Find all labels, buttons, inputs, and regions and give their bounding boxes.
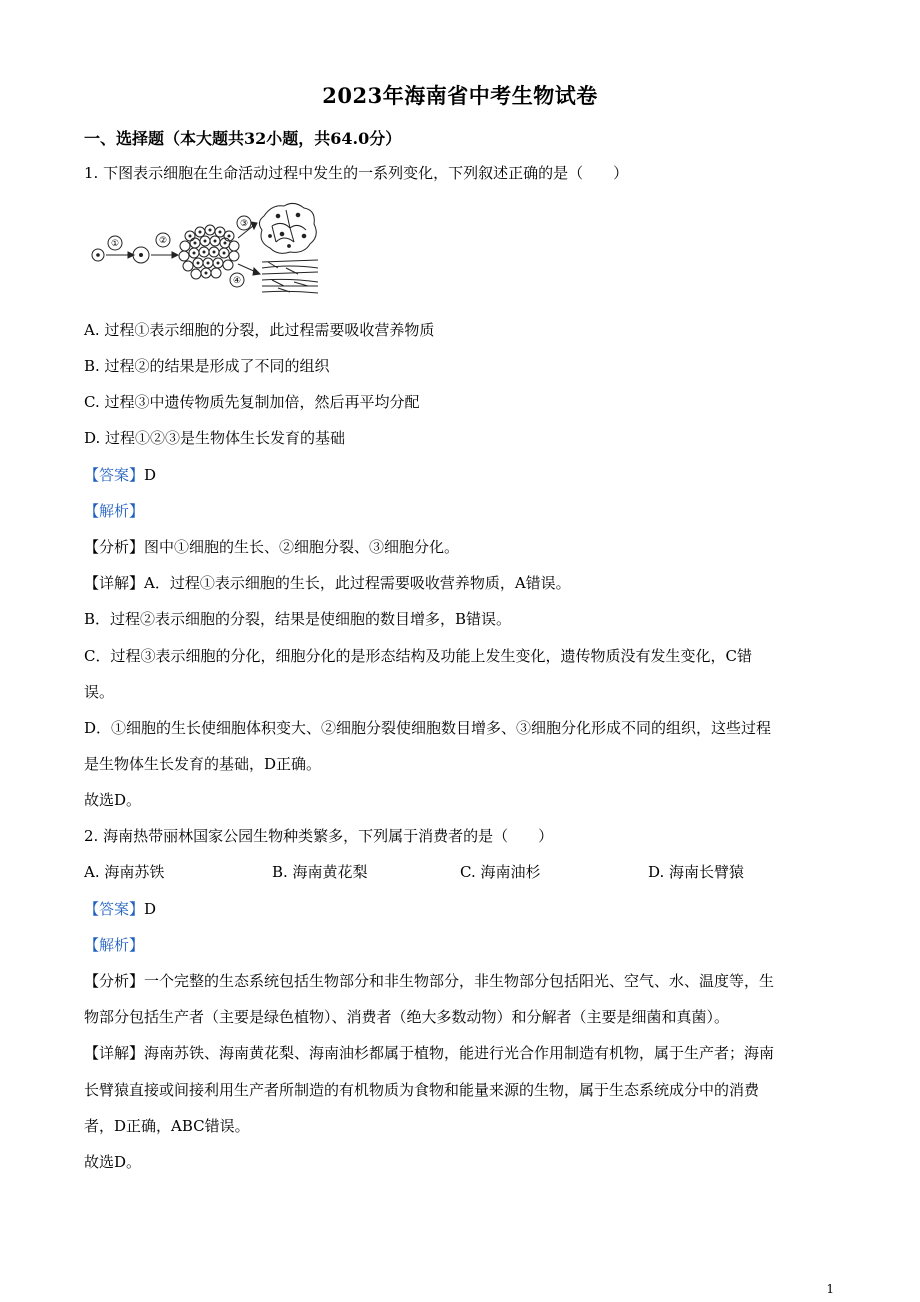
q2-line: 【分析】一个完整的生态系统包括生物部分和非生物部分，非生物部分包括阳光、空气、水、温度等，生 bbox=[84, 972, 775, 990]
answer-value: D bbox=[144, 900, 157, 918]
q1-line: 【分析】图中①细胞的生长、②细胞分裂、③细胞分化。 bbox=[84, 538, 460, 556]
answer-tag: 【答案】 bbox=[84, 900, 145, 918]
q1-line: 是生物体生长发育的基础，D正确。 bbox=[84, 755, 322, 773]
figure-label-3: ③ bbox=[239, 219, 249, 229]
q1-option-a: A. 过程①表示细胞的分裂，此过程需要吸收营养物质 bbox=[84, 321, 435, 339]
q2-line: 物部分包括生产者（主要是绿色植物）、消费者（绝大多数动物）和分解者（主要是细菌和真菌）。 bbox=[84, 1008, 730, 1026]
q1-stem: 1. 下图表示细胞在生命活动过程中发生的一系列变化，下列叙述正确的是（ ） bbox=[84, 164, 629, 182]
q1-line: 【详解】A．过程①表示细胞的生长，此过程需要吸收营养物质，A错误。 bbox=[84, 574, 571, 592]
q1-option-b: B. 过程②的结果是形成了不同的组织 bbox=[84, 357, 330, 375]
exam-title: 2023年海南省中考生物试卷 bbox=[322, 83, 598, 108]
q1-line: 故选D。 bbox=[84, 791, 142, 809]
differentiated-tissue-b bbox=[262, 260, 318, 293]
figure-label-1: ① bbox=[110, 239, 120, 249]
section-heading: 一、选择题（本大题共32小题，共64.0分） bbox=[84, 129, 402, 148]
q2-option-c: C. 海南油杉 bbox=[460, 863, 541, 881]
q2-option-d: D. 海南长臂猿 bbox=[648, 863, 745, 881]
q1-line: C．过程③表示细胞的分化，细胞分化的是形态结构及功能上发生变化，遗传物质没有发生变化，C错 bbox=[84, 647, 752, 665]
q1-analysis-tag: 【解析】 bbox=[84, 502, 145, 520]
page-number: 1 bbox=[826, 1282, 834, 1296]
cell-change-diagram bbox=[86, 198, 322, 298]
q1-line: D．①细胞的生长使细胞体积变大、②细胞分裂使细胞数目增多、③细胞分化形成不同的组织，这些过程 bbox=[84, 719, 772, 737]
q2-line: 长臂猿直接或间接利用生产者所制造的有机物质为食物和能量来源的生物，属于生态系统成分中的消费 bbox=[84, 1081, 760, 1099]
q2-analysis-tag: 【解析】 bbox=[84, 936, 145, 954]
q1-answer bbox=[84, 465, 156, 485]
figure-label-4: ④ bbox=[232, 276, 242, 286]
q1-option-d: D. 过程①②③是生物体生长发育的基础 bbox=[84, 429, 346, 447]
figure-label-2: ② bbox=[158, 236, 168, 246]
q1-option-c: C. 过程③中遗传物质先复制加倍，然后再平均分配 bbox=[84, 393, 420, 411]
q2-answer bbox=[84, 899, 156, 919]
cell-cluster bbox=[179, 225, 239, 279]
answer-value: D bbox=[144, 466, 157, 484]
q2-line: 故选D。 bbox=[84, 1153, 142, 1171]
q2-option-b: B. 海南黄花梨 bbox=[272, 863, 368, 881]
q1-line: 误。 bbox=[84, 683, 115, 701]
q2-option-a: A. 海南苏铁 bbox=[84, 863, 165, 881]
q1-line: B．过程②表示细胞的分裂，结果是使细胞的数目增多，B错误。 bbox=[84, 610, 512, 628]
q2-line: 者，D正确，ABC错误。 bbox=[84, 1117, 250, 1135]
q2-stem: 2. 海南热带丽林国家公园生物种类繁多，下列属于消费者的是（ ） bbox=[84, 827, 554, 845]
answer-tag: 【答案】 bbox=[84, 466, 145, 484]
q2-line: 【详解】海南苏铁、海南黄花梨、海南油杉都属于植物，能进行光合作用制造有机物，属于生产者；海南 bbox=[84, 1044, 775, 1062]
